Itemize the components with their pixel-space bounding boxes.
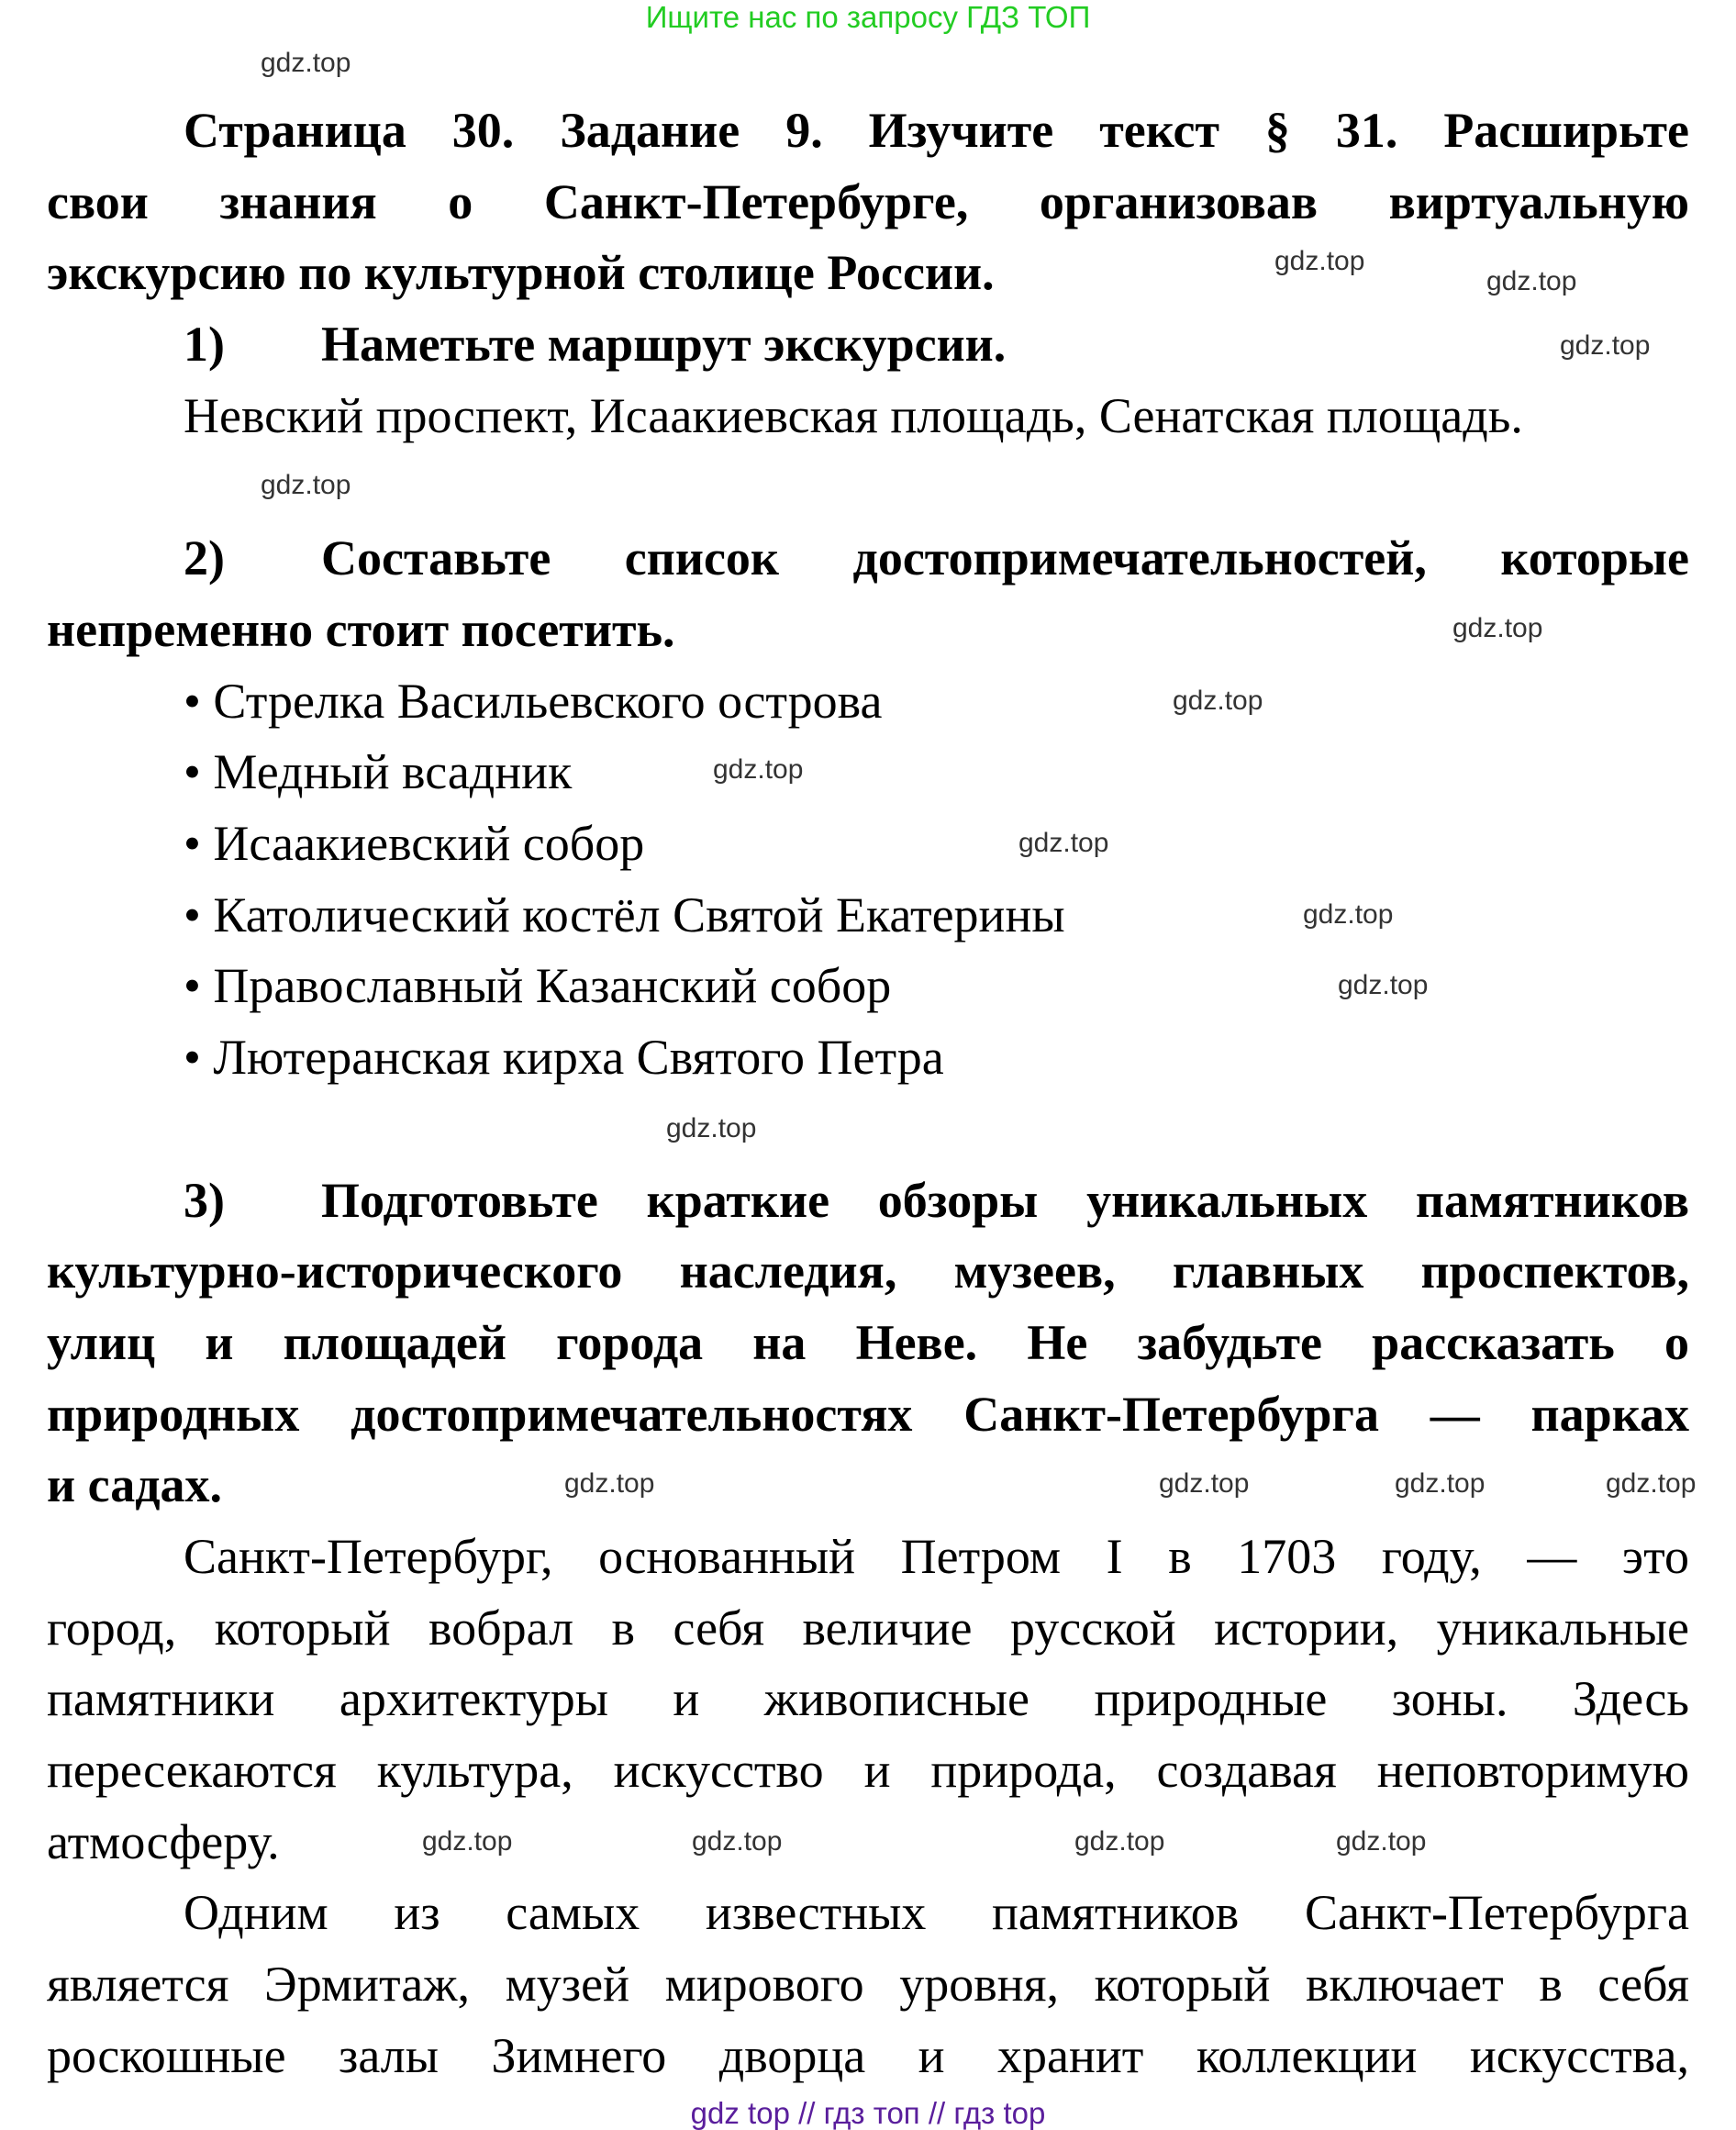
watermark: gdz.top xyxy=(1338,970,1429,1000)
task-text: и садах. xyxy=(47,1457,223,1512)
list-item: • Исаакиевский собор xyxy=(184,816,645,871)
watermark: gdz.top xyxy=(261,48,351,78)
title-line: свои знания о Санкт-Петербурге, организовав виртуальную xyxy=(47,174,1689,229)
answer-line: Одним из самых известных памятников Санкт-Петербурга xyxy=(184,1885,1689,1940)
watermark: gdz.top xyxy=(261,470,351,500)
list-item: • Католический костёл Святой Екатерины xyxy=(184,887,1065,942)
list-item: • Православный Казанский собор xyxy=(184,958,892,1013)
answer-line: является Эрмитаж, музей мирового уровня, который включает в себя xyxy=(47,1957,1689,2012)
task-number: 3) xyxy=(184,1173,225,1228)
title-line: Страница 30. Задание 9. Изучите текст § 31. Расширьте xyxy=(184,103,1689,158)
task-text: природных достопримечательностях Санкт-Петербурга — парках xyxy=(47,1387,1689,1442)
task-text: непременно стоит посетить. xyxy=(47,602,675,657)
answer-line: Санкт-Петербург, основанный Петром I в 1703 году, — это xyxy=(184,1529,1689,1584)
task-number: 2) xyxy=(184,530,225,585)
task-3-heading xyxy=(47,1165,1689,1236)
watermark: gdz.top xyxy=(1606,1468,1697,1499)
watermark: gdz.top xyxy=(1173,686,1263,716)
task-text: Составьте список достопримечательностей, которые xyxy=(321,530,1689,585)
title-line: экскурсию по культурной столице России. xyxy=(47,245,995,300)
task-number: 1) xyxy=(184,317,225,372)
task-text: Подготовьте краткие обзоры уникальных памятников xyxy=(321,1173,1689,1228)
task-1-answer: Невский проспект, Исаакиевская площадь, Сенатская площадь. xyxy=(184,388,1523,443)
footer-watermark: gdz top // гдз топ // гдз top xyxy=(690,2096,1046,2130)
watermark: gdz.top xyxy=(1018,828,1109,858)
watermark: gdz.top xyxy=(422,1826,513,1857)
watermark: gdz.top xyxy=(692,1826,783,1857)
watermark: gdz.top xyxy=(1274,246,1365,276)
watermark: gdz.top xyxy=(1486,266,1577,296)
answer-line: памятники архитектуры и живописные природные зоны. Здесь xyxy=(47,1671,1689,1726)
watermark: gdz.top xyxy=(1452,613,1543,643)
watermark: gdz.top xyxy=(666,1113,757,1143)
watermark: gdz.top xyxy=(1395,1468,1486,1499)
watermark: gdz.top xyxy=(1336,1826,1427,1857)
task-2-heading xyxy=(47,522,1689,594)
watermark: gdz.top xyxy=(1560,330,1651,361)
answer-line: пересекаются культура, искусство и природа, создавая неповторимую xyxy=(47,1743,1689,1798)
watermark: gdz.top xyxy=(1074,1826,1165,1857)
task-1-heading xyxy=(47,308,1006,380)
task-text: улиц и площадей города на Неве. Не забудьте рассказать о xyxy=(47,1315,1689,1370)
task-text: Наметьте маршрут экскурсии. xyxy=(321,317,1007,372)
list-item: • Стрелка Васильевского острова xyxy=(184,674,883,729)
watermark: gdz.top xyxy=(564,1468,655,1499)
answer-line: роскошные залы Зимнего дворца и хранит коллекции искусства, xyxy=(47,2028,1689,2083)
search-banner: Ищите нас по запросу ГДЗ ТОП xyxy=(645,0,1091,34)
list-item: • Лютеранская кирха Святого Петра xyxy=(184,1030,944,1085)
watermark: gdz.top xyxy=(1303,899,1394,930)
watermark: gdz.top xyxy=(1159,1468,1250,1499)
list-item: • Медный всадник xyxy=(184,744,573,799)
task-text: культурно-исторического наследия, музеев, главных проспектов, xyxy=(47,1243,1689,1299)
watermark: gdz.top xyxy=(713,754,804,785)
answer-line: город, который вобрал в себя величие русской истории, уникальные xyxy=(47,1600,1689,1656)
answer-line: атмосферу. xyxy=(47,1814,280,1869)
